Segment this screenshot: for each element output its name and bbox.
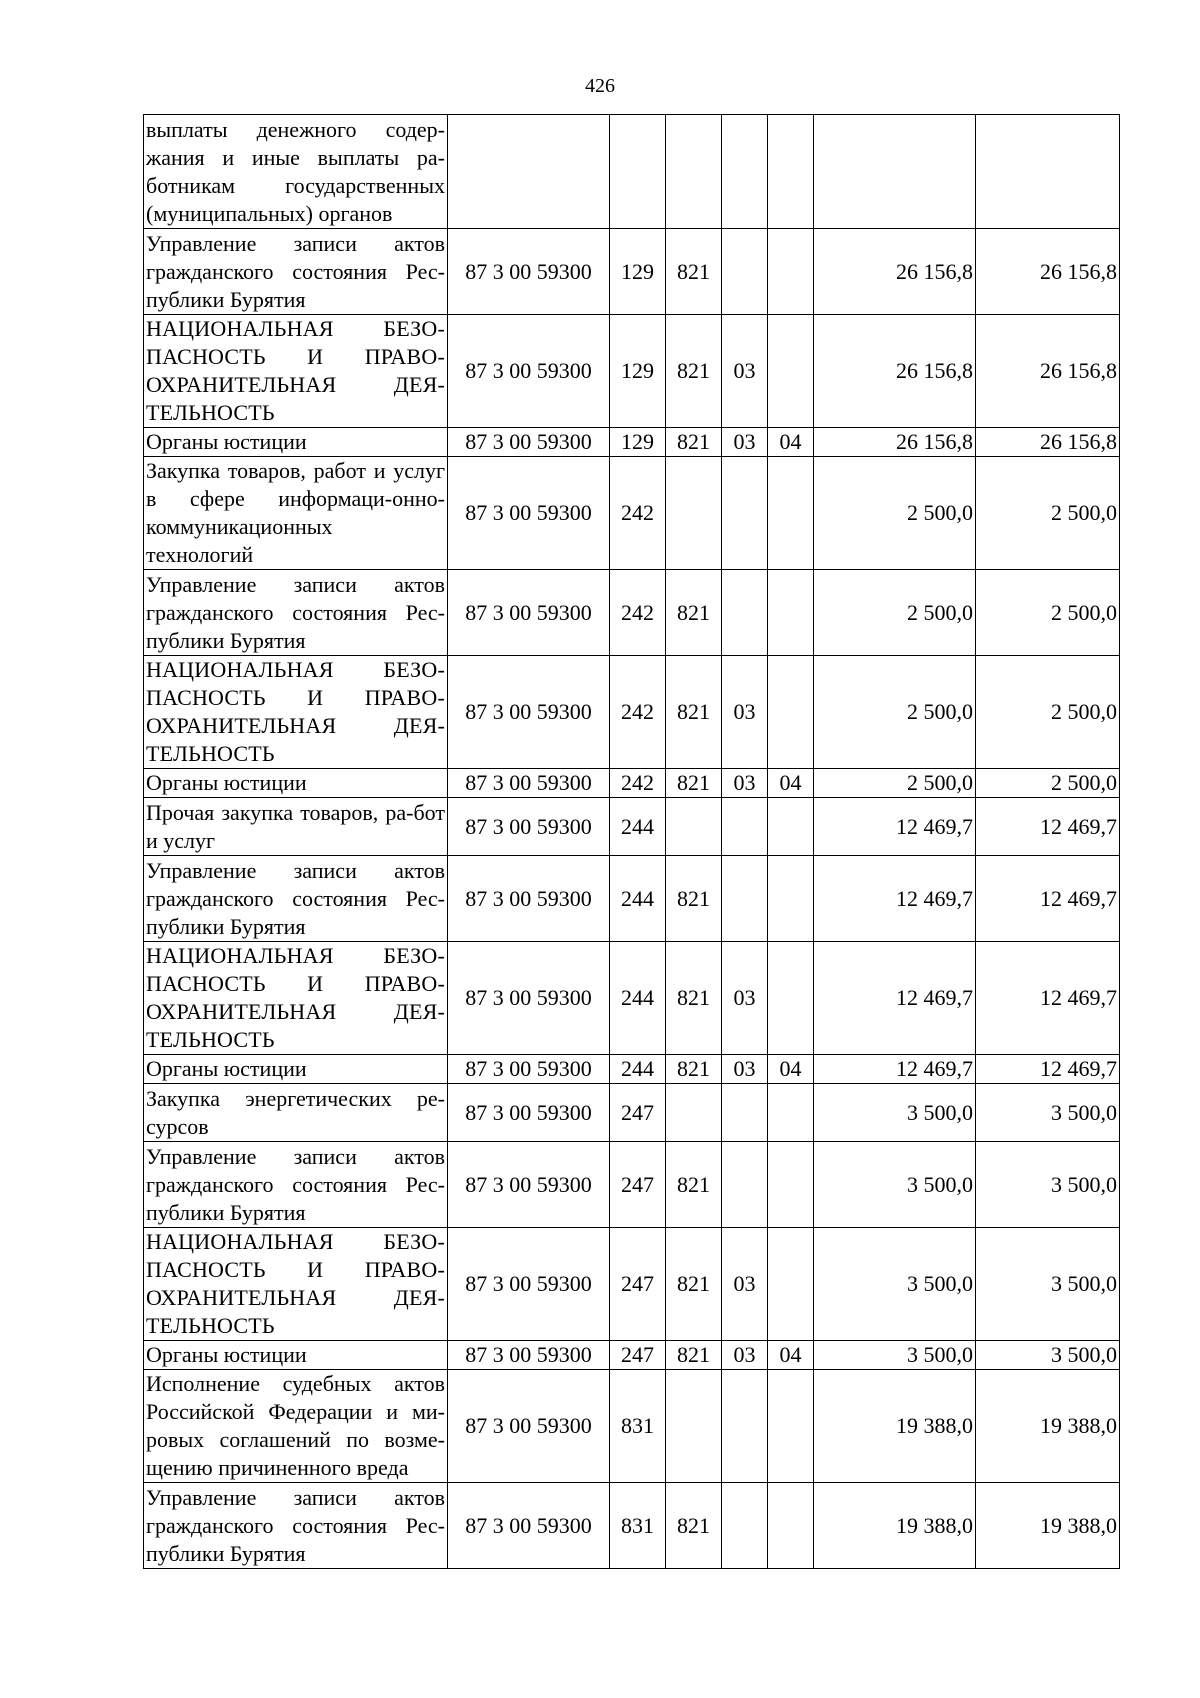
row-amount-2: 26 156,8 (976, 229, 1120, 315)
table-row (144, 229, 1120, 315)
row-expense-type: 242 (610, 457, 666, 570)
table-row (144, 1341, 1120, 1370)
row-target-code: 87 3 00 59300 (448, 570, 610, 656)
row-subsection (768, 115, 814, 229)
row-target-code: 87 3 00 59300 (448, 769, 610, 798)
row-section (722, 1370, 768, 1483)
row-expense-type: 129 (610, 229, 666, 315)
row-section: 03 (722, 656, 768, 769)
row-target-code: 87 3 00 59300 (448, 656, 610, 769)
row-subsection (768, 856, 814, 942)
row-expense-type: 129 (610, 428, 666, 457)
row-amount-2: 2 500,0 (976, 570, 1120, 656)
row-subsection (768, 1483, 814, 1569)
row-target-code: 87 3 00 59300 (448, 942, 610, 1055)
row-administrator-code: 821 (666, 656, 722, 769)
row-subsection (768, 315, 814, 428)
row-section (722, 115, 768, 229)
row-section: 03 (722, 428, 768, 457)
row-amount-1: 12 469,7 (814, 798, 976, 856)
row-amount-1: 3 500,0 (814, 1341, 976, 1370)
row-subsection (768, 1142, 814, 1228)
row-expense-type: 247 (610, 1341, 666, 1370)
row-amount-2: 19 388,0 (976, 1483, 1120, 1569)
table-row (144, 1084, 1120, 1142)
row-description: Органы юстиции (144, 769, 448, 798)
table-row (144, 1142, 1120, 1228)
row-amount-2: 12 469,7 (976, 942, 1120, 1055)
table-row (144, 115, 1120, 229)
row-target-code: 87 3 00 59300 (448, 229, 610, 315)
row-description: НАЦИОНАЛЬНАЯ БЕЗО-ПАСНОСТЬ И ПРАВО-ОХРАНИТЕЛЬНАЯ ДЕЯ-ТЕЛЬНОСТЬ (144, 315, 448, 428)
row-subsection (768, 942, 814, 1055)
row-amount-2: 26 156,8 (976, 315, 1120, 428)
row-amount-2: 12 469,7 (976, 798, 1120, 856)
row-amount-1: 3 500,0 (814, 1228, 976, 1341)
row-amount-2: 12 469,7 (976, 856, 1120, 942)
row-amount-1: 12 469,7 (814, 942, 976, 1055)
row-administrator-code: 821 (666, 1055, 722, 1084)
row-description: Органы юстиции (144, 1341, 448, 1370)
table-body (144, 115, 1120, 1569)
row-administrator-code (666, 1084, 722, 1142)
row-section: 03 (722, 769, 768, 798)
row-amount-1: 26 156,8 (814, 229, 976, 315)
row-expense-type: 831 (610, 1370, 666, 1483)
row-subsection: 04 (768, 428, 814, 457)
row-amount-1: 19 388,0 (814, 1483, 976, 1569)
table-row (144, 942, 1120, 1055)
row-subsection (768, 1084, 814, 1142)
row-target-code: 87 3 00 59300 (448, 1341, 610, 1370)
table-row (144, 769, 1120, 798)
row-description: выплаты денежного содер-жания и иные выплаты ра-ботникам государственных (муниципальных) органов (144, 115, 448, 229)
row-administrator-code: 821 (666, 229, 722, 315)
row-amount-2: 12 469,7 (976, 1055, 1120, 1084)
row-expense-type: 244 (610, 798, 666, 856)
row-description: Прочая закупка товаров, ра-бот и услуг (144, 798, 448, 856)
row-amount-1: 2 500,0 (814, 457, 976, 570)
row-administrator-code: 821 (666, 1483, 722, 1569)
row-amount-2: 2 500,0 (976, 457, 1120, 570)
row-section: 03 (722, 315, 768, 428)
row-expense-type: 247 (610, 1142, 666, 1228)
row-administrator-code: 821 (666, 942, 722, 1055)
row-expense-type: 244 (610, 942, 666, 1055)
row-target-code: 87 3 00 59300 (448, 428, 610, 457)
row-subsection: 04 (768, 1055, 814, 1084)
row-target-code: 87 3 00 59300 (448, 1228, 610, 1341)
row-expense-type (610, 115, 666, 229)
row-amount-1: 26 156,8 (814, 428, 976, 457)
row-amount-2: 3 500,0 (976, 1142, 1120, 1228)
row-target-code: 87 3 00 59300 (448, 798, 610, 856)
row-administrator-code: 821 (666, 315, 722, 428)
row-section: 03 (722, 1228, 768, 1341)
row-description: Органы юстиции (144, 1055, 448, 1084)
row-target-code: 87 3 00 59300 (448, 1483, 610, 1569)
table-row (144, 1483, 1120, 1569)
table-row (144, 1370, 1120, 1483)
row-amount-1: 3 500,0 (814, 1084, 976, 1142)
row-target-code: 87 3 00 59300 (448, 457, 610, 570)
row-section (722, 798, 768, 856)
table-row (144, 798, 1120, 856)
row-amount-1: 19 388,0 (814, 1370, 976, 1483)
row-subsection (768, 457, 814, 570)
table-row (144, 1055, 1120, 1084)
row-amount-2: 2 500,0 (976, 769, 1120, 798)
row-description: Закупка товаров, работ и услуг в сфере информаци-онно-коммуникационных технологий (144, 457, 448, 570)
row-section: 03 (722, 1341, 768, 1370)
row-administrator-code: 821 (666, 570, 722, 656)
row-expense-type: 129 (610, 315, 666, 428)
table-row (144, 856, 1120, 942)
row-target-code: 87 3 00 59300 (448, 1370, 610, 1483)
row-description: Исполнение судебных актов Российской Федерации и ми-ровых соглашений по возме-щению причиненного вреда (144, 1370, 448, 1483)
row-amount-1: 2 500,0 (814, 570, 976, 656)
row-subsection (768, 570, 814, 656)
row-amount-1: 12 469,7 (814, 1055, 976, 1084)
row-amount-2: 2 500,0 (976, 656, 1120, 769)
row-amount-2: 26 156,8 (976, 428, 1120, 457)
row-administrator-code: 821 (666, 1341, 722, 1370)
row-description: Закупка энергетических ре-сурсов (144, 1084, 448, 1142)
row-section (722, 1483, 768, 1569)
row-administrator-code: 821 (666, 769, 722, 798)
row-subsection (768, 656, 814, 769)
row-target-code (448, 115, 610, 229)
page-number: 426 (585, 75, 615, 97)
row-description: Управление записи актов гражданского состояния Рес-публики Бурятия (144, 1142, 448, 1228)
row-description: Управление записи актов гражданского состояния Рес-публики Бурятия (144, 570, 448, 656)
row-section: 03 (722, 942, 768, 1055)
row-expense-type: 244 (610, 856, 666, 942)
row-expense-type: 242 (610, 656, 666, 769)
row-subsection (768, 229, 814, 315)
row-expense-type: 242 (610, 570, 666, 656)
row-expense-type: 244 (610, 1055, 666, 1084)
row-administrator-code: 821 (666, 856, 722, 942)
row-administrator-code (666, 457, 722, 570)
row-section: 03 (722, 1055, 768, 1084)
row-administrator-code (666, 115, 722, 229)
row-description: Управление записи актов гражданского состояния Рес-публики Бурятия (144, 229, 448, 315)
row-administrator-code (666, 798, 722, 856)
row-description: Управление записи актов гражданского состояния Рес-публики Бурятия (144, 856, 448, 942)
row-target-code: 87 3 00 59300 (448, 1055, 610, 1084)
row-section (722, 229, 768, 315)
row-administrator-code: 821 (666, 1142, 722, 1228)
row-target-code: 87 3 00 59300 (448, 1084, 610, 1142)
row-target-code: 87 3 00 59300 (448, 315, 610, 428)
row-subsection (768, 798, 814, 856)
row-amount-2: 3 500,0 (976, 1084, 1120, 1142)
row-amount-2: 19 388,0 (976, 1370, 1120, 1483)
row-section (722, 570, 768, 656)
row-description: НАЦИОНАЛЬНАЯ БЕЗО-ПАСНОСТЬ И ПРАВО-ОХРАНИТЕЛЬНАЯ ДЕЯ-ТЕЛЬНОСТЬ (144, 656, 448, 769)
row-description: Управление записи актов гражданского состояния Рес-публики Бурятия (144, 1483, 448, 1569)
row-expense-type: 247 (610, 1228, 666, 1341)
row-expense-type: 242 (610, 769, 666, 798)
row-amount-1: 2 500,0 (814, 769, 976, 798)
row-target-code: 87 3 00 59300 (448, 856, 610, 942)
row-section (722, 856, 768, 942)
table-row (144, 656, 1120, 769)
row-description: НАЦИОНАЛЬНАЯ БЕЗО-ПАСНОСТЬ И ПРАВО-ОХРАНИТЕЛЬНАЯ ДЕЯ-ТЕЛЬНОСТЬ (144, 1228, 448, 1341)
row-amount-2: 3 500,0 (976, 1341, 1120, 1370)
row-amount-2 (976, 115, 1120, 229)
row-amount-2: 3 500,0 (976, 1228, 1120, 1341)
table-row (144, 428, 1120, 457)
budget-table (143, 114, 1120, 1569)
row-subsection (768, 1370, 814, 1483)
row-administrator-code: 821 (666, 428, 722, 457)
row-expense-type: 831 (610, 1483, 666, 1569)
row-amount-1: 12 469,7 (814, 856, 976, 942)
row-section (722, 457, 768, 570)
row-subsection: 04 (768, 1341, 814, 1370)
table-row (144, 457, 1120, 570)
row-description: НАЦИОНАЛЬНАЯ БЕЗО-ПАСНОСТЬ И ПРАВО-ОХРАНИТЕЛЬНАЯ ДЕЯ-ТЕЛЬНОСТЬ (144, 942, 448, 1055)
row-amount-1 (814, 115, 976, 229)
row-section (722, 1142, 768, 1228)
row-subsection: 04 (768, 769, 814, 798)
row-administrator-code: 821 (666, 1228, 722, 1341)
row-section (722, 1084, 768, 1142)
row-description: Органы юстиции (144, 428, 448, 457)
row-amount-1: 2 500,0 (814, 656, 976, 769)
row-amount-1: 3 500,0 (814, 1142, 976, 1228)
row-subsection (768, 1228, 814, 1341)
row-expense-type: 247 (610, 1084, 666, 1142)
row-amount-1: 26 156,8 (814, 315, 976, 428)
row-target-code: 87 3 00 59300 (448, 1142, 610, 1228)
table-row (144, 315, 1120, 428)
table-row (144, 1228, 1120, 1341)
table-row (144, 570, 1120, 656)
row-administrator-code (666, 1370, 722, 1483)
